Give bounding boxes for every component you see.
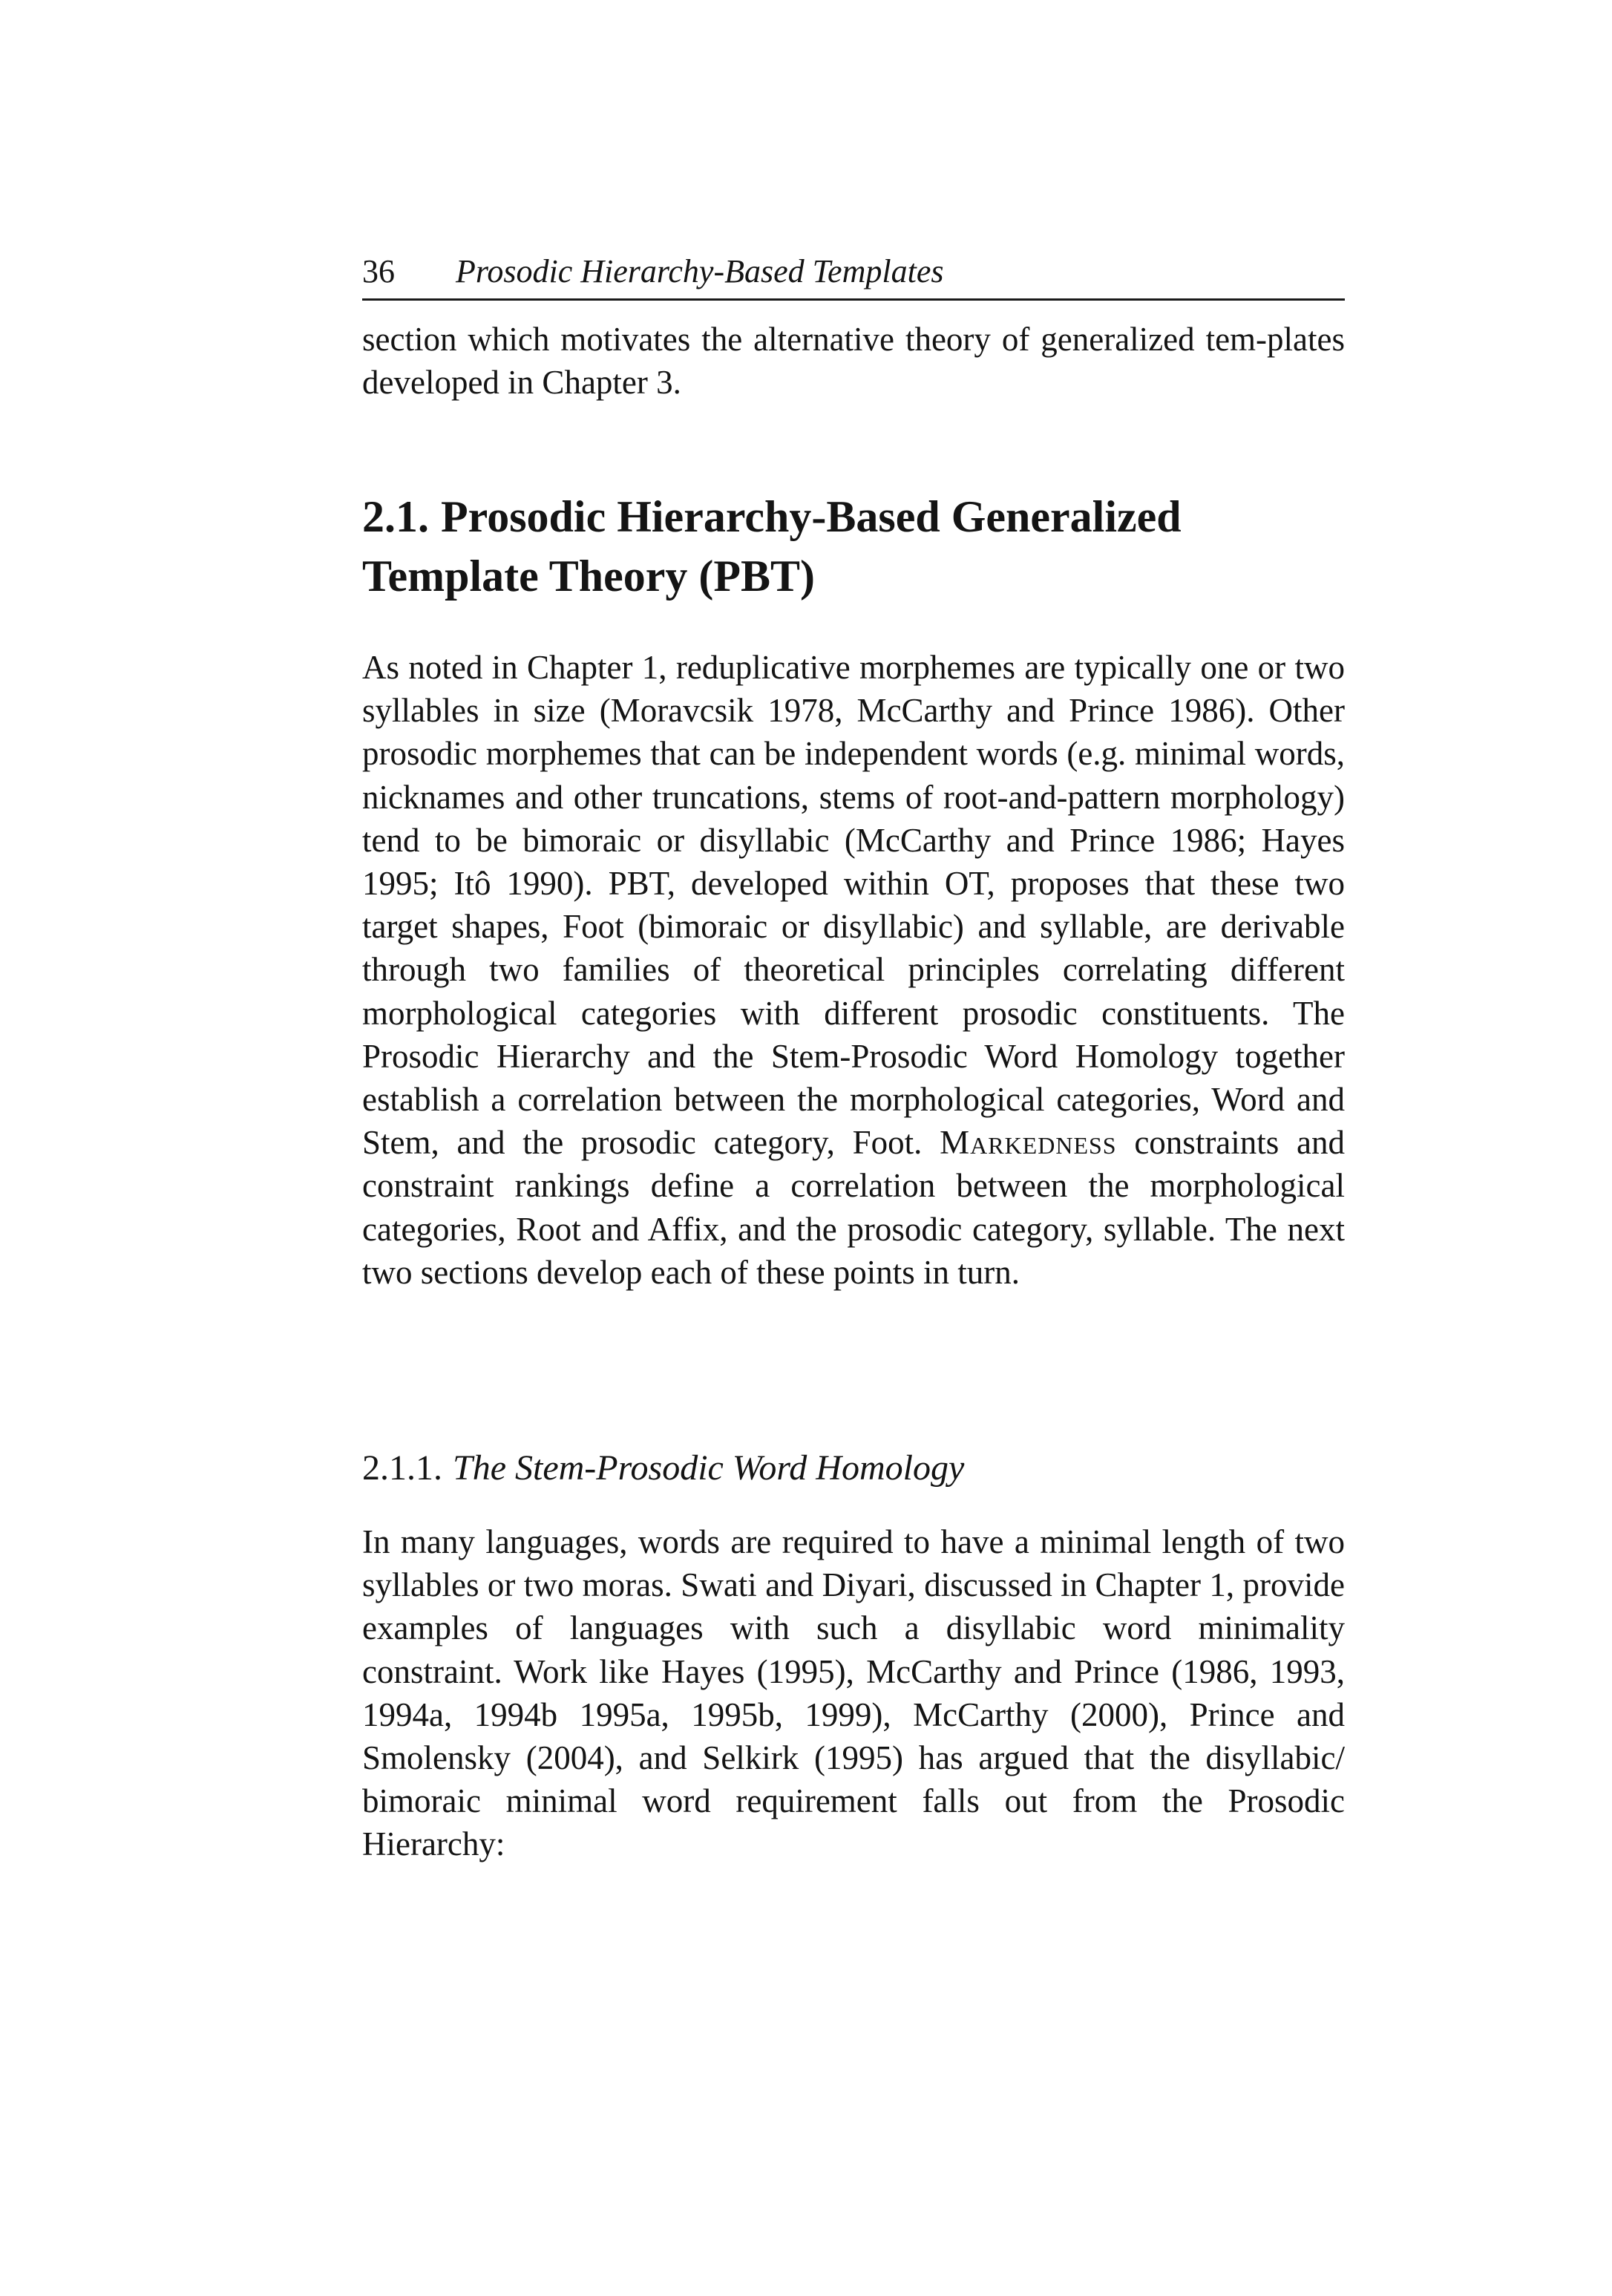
paragraph-1-text-b: constraints and constraint rankings define a correlation between the morphological categories, Root and Affix, and the prosodic category, syllable. The next two sections develop each of these points in turn. [362, 1124, 1345, 1291]
running-head-title: Prosodic Hierarchy-Based Templates [456, 253, 944, 290]
section-title: Prosodic Hierarchy-Based Generalized Template Theory (PBT) [362, 492, 1182, 601]
section-number: 2.1. [362, 492, 429, 541]
markedness-term: Markedness [940, 1124, 1117, 1162]
paragraph-1-text-a: As noted in Chapter 1, reduplicative morphemes are typically one or two syllables in size (Moravcsik 1978, McCarthy and Prince 1986). Other prosodic morphemes that can be independent words (e.g. minimal words, nicknames and other truncations, stems of root-and-pattern morphology) tend to be bimoraic or disyllabic (McCarthy and Prince 1986; Hayes 1995; Itô 1990). PBT, developed within OT, proposes that these two target shapes, Foot (bimoraic or disyllabic) and syllable, are derivable through two families of theoretical principles correlating different morphological categories with different prosodic constituents. The Prosodic Hierarchy and the Stem-Prosodic Word Homology together establish a correlation between the morphological categories, Word and Stem, and the prosodic category, Foot. [362, 649, 1345, 1162]
paragraph-2: In many languages, words are required to have a minimal length of two syllables or two moras. Swati and Diyari, discussed in Chapter 1, provide examples of languages with such a disyllabic word minimality constraint. Work like Hayes (1995), McCarthy and Prince (1986, 1993, 1994a, 1994b 1995a, 1995b, 1999), McCarthy (2000), Prince and Smolensky (2004), and Selkirk (1995) has argued that the disyllabic/ bimoraic minimal word requirement falls out from the Prosodic Hierarchy: [362, 1523, 1345, 1863]
subsection-heading [362, 1442, 1345, 1495]
section-heading [362, 487, 1345, 606]
running-head [362, 245, 1345, 301]
paragraph-1 [362, 646, 1345, 1294]
page-number: 36 [362, 253, 395, 290]
intro-paragraph: section which motivates the alternative theory of generalized tem-plates developed in Chapter 3. [362, 321, 1345, 402]
subsection-number: 2.1.1. [362, 1448, 442, 1488]
subsection-title: The Stem-Prosodic Word Homology [453, 1448, 965, 1488]
